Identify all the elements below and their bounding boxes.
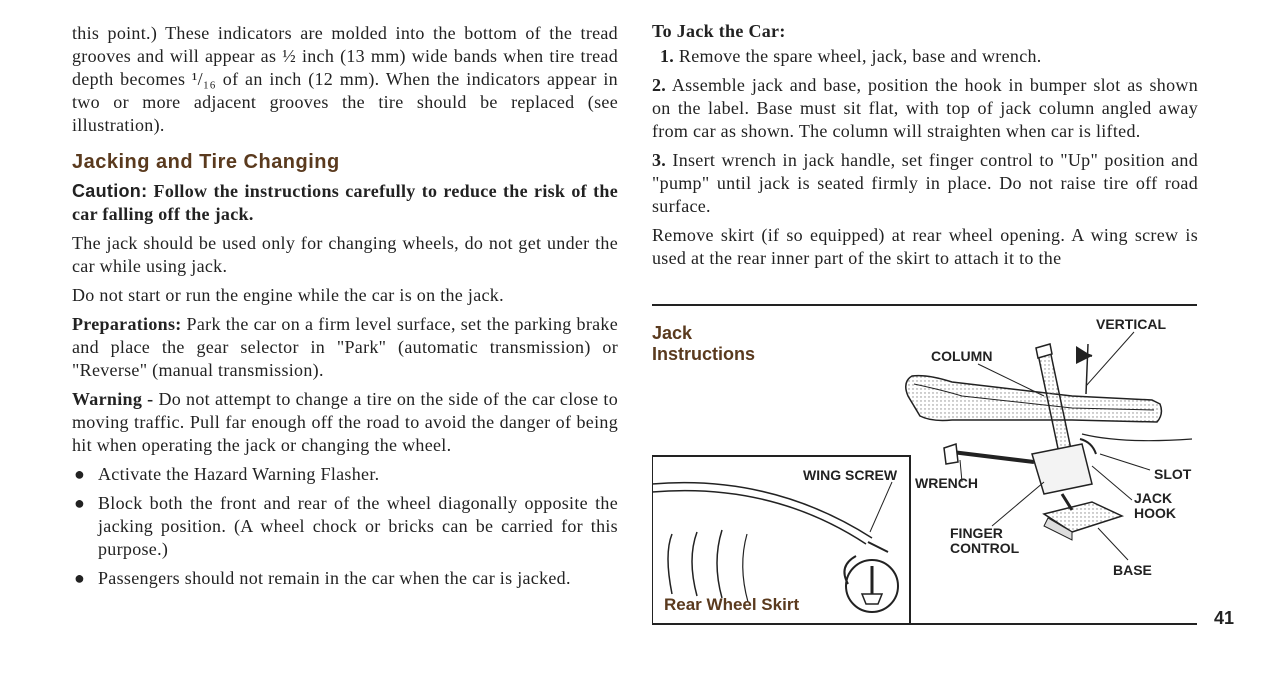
- label-slot: SLOT: [1154, 466, 1192, 482]
- label-wing-screw: WING SCREW: [803, 467, 898, 483]
- jack-instructions-illustration: [652, 304, 1197, 626]
- right-column: [652, 20, 1198, 276]
- bullet-icon: ●: [74, 568, 86, 588]
- step-1: 1. Remove the spare wheel, jack, base and wrench.: [660, 46, 1042, 66]
- label-finger-control-1: FINGER: [950, 525, 1003, 541]
- label-jack-hook-2: HOOK: [1134, 505, 1176, 521]
- intro-paragraph: this point.) These indicators are molded into the bottom of the tread grooves and will appear as ½ inch (13 mm) wide bands when tire tread depth becomes ¹/₁₆ of an inch (12 mm). When the indicators appear in two or more adjacent grooves the tire should be replaced (see illustration).: [72, 23, 618, 135]
- label-jack-hook-1: JACK: [1134, 490, 1173, 506]
- label-base: BASE: [1113, 562, 1152, 578]
- preparations-label: Preparations:: [72, 314, 182, 334]
- jack-heading: To Jack the Car:: [652, 21, 786, 41]
- page-number: 41: [1214, 608, 1235, 628]
- step-2: 2. Assemble jack and base, position the hook in bumper slot as shown on the label. Base must sit flat, with top of jack column angled away from car as shown. The column will straighten when car is lifted.: [652, 75, 1198, 141]
- caution-label: Caution:: [72, 181, 148, 201]
- warning-paragraph: [72, 388, 618, 457]
- precaution-list: [72, 463, 618, 590]
- figure-title-line1: Jack: [652, 323, 693, 343]
- warning-label: Warning -: [72, 389, 154, 409]
- warning-text: Do not attempt to change a tire on the side of the car close to moving traffic. Pull far enough off the road to avoid the danger of being hit when operating the jack or changing the wheel.: [72, 389, 618, 455]
- list-item: ● Block both the front and rear of the wheel diagonally opposite the jacking position. (A wheel chock or bricks can be carried for this purpose.): [74, 493, 618, 559]
- preparations-paragraph: [72, 313, 618, 382]
- caution-paragraph: [72, 180, 618, 226]
- label-wrench: WRENCH: [915, 475, 978, 491]
- label-column: COLUMN: [931, 348, 993, 364]
- figure-title-line2: Instructions: [652, 344, 756, 364]
- list-item: ● Activate the Hazard Warning Flasher.: [74, 464, 380, 484]
- section-heading: Jacking and Tire Changing: [72, 151, 340, 173]
- label-rear-wheel-skirt: Rear Wheel Skirt: [664, 595, 800, 614]
- engine-paragraph: Do not start or run the engine while the car is on the jack.: [72, 285, 504, 305]
- skirt-paragraph: Remove skirt (if so equipped) at rear wheel opening. A wing screw is used at the rear inner part of the skirt to attach it to the: [652, 225, 1198, 268]
- jack-use-paragraph: The jack should be used only for changing wheels, do not get under the car while using jack.: [72, 233, 618, 276]
- left-column: [72, 22, 618, 596]
- label-finger-control-2: CONTROL: [950, 540, 1020, 556]
- bullet-icon: ●: [74, 464, 86, 484]
- label-vertical: VERTICAL: [1096, 316, 1166, 332]
- jack-drawing: [944, 344, 1122, 540]
- caution-text: Follow the instructions carefully to reduce the risk of the car falling off the jack.: [72, 181, 618, 224]
- step-3: 3. Insert wrench in jack handle, set finger control to "Up" position and "pump" until jack is seated firmly in place. Do not raise tire off road surface.: [652, 150, 1198, 216]
- bullet-icon: ●: [74, 493, 86, 513]
- preparations-text: Park the car on a firm level surface, set the parking brake and place the gear selector in "Park" (automatic transmission) or "Reverse" (manual transmission).: [72, 314, 618, 380]
- list-item: ● Passengers should not remain in the car when the car is jacked.: [74, 568, 571, 588]
